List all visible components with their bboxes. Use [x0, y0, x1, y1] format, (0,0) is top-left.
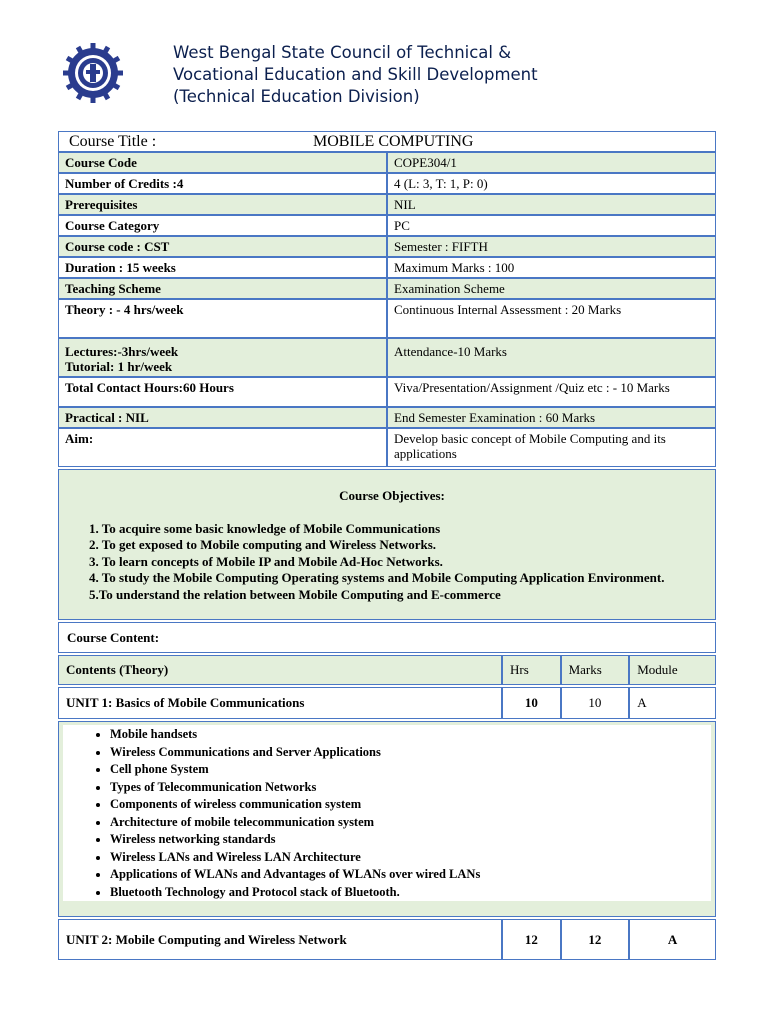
detail-row — [58, 278, 716, 299]
list-item: • Wireless LANs and Wireless LAN Architecture — [110, 849, 711, 867]
objective-item: 3. To learn concepts of Mobile IP and Mobile Ad-Hoc Networks. — [89, 553, 443, 569]
unit-hrs: 12 — [502, 919, 561, 960]
detail-row — [58, 257, 716, 278]
unit-module: A — [629, 919, 716, 960]
course-details-table — [58, 131, 716, 467]
module-header: Module — [629, 655, 716, 685]
unit-title: UNIT 2: Mobile Computing and Wireless Network — [58, 919, 502, 960]
detail-value: Maximum Marks : 100 — [387, 257, 716, 278]
detail-label: Duration : 15 weeks — [58, 257, 387, 278]
org-line-3: (Technical Education Division) — [173, 87, 420, 106]
detail-row — [58, 377, 716, 407]
detail-label: Prerequisites — [58, 194, 387, 215]
detail-label: Course Code — [58, 152, 387, 173]
objective-item: 4. To study the Mobile Computing Operating systems and Mobile Computing Application Environment. — [89, 570, 665, 585]
hrs-header: Hrs — [502, 655, 561, 685]
detail-label: Total Contact Hours:60 Hours — [58, 377, 387, 407]
course-objectives — [58, 469, 716, 620]
marks-header: Marks — [561, 655, 630, 685]
unit-marks: 10 — [561, 687, 630, 719]
list-item: • Mobile handsets — [110, 726, 711, 744]
wbscte-emblem-icon — [62, 42, 124, 104]
unit-title: UNIT 1: Basics of Mobile Communications — [58, 687, 502, 719]
detail-row — [58, 338, 716, 377]
list-item: • Cell phone System — [110, 761, 711, 779]
detail-value: End Semester Examination : 60 Marks — [387, 407, 716, 428]
detail-row — [58, 173, 716, 194]
tutorial-label: Tutorial: 1 hr/week — [65, 359, 173, 374]
topic-list — [63, 725, 711, 901]
list-item: • Components of wireless communication system — [110, 796, 711, 814]
unit-1-topics — [58, 721, 716, 917]
detail-row — [58, 299, 716, 338]
course-content-label: Course Content: — [58, 622, 716, 653]
detail-value: Develop basic concept of Mobile Computing and its applications — [387, 428, 716, 467]
objective-item: 2. To get exposed to Mobile computing and Wireless Networks. — [89, 537, 437, 552]
list-item: • Wireless networking standards — [110, 831, 711, 849]
detail-value: Viva/Presentation/Assignment /Quiz etc : - 10 Marks — [387, 377, 716, 407]
detail-value: Semester : FIFTH — [387, 236, 716, 257]
unit-1-table — [58, 687, 716, 719]
course-title-value: MOBILE COMPUTING — [313, 133, 474, 150]
lectures-label: Lectures:-3hrs/week — [65, 344, 179, 359]
course-sheet — [58, 131, 716, 960]
unit-hrs: 10 — [502, 687, 561, 719]
detail-value: 4 (L: 3, T: 1, P: 0) — [387, 173, 716, 194]
detail-value: Continuous Internal Assessment : 20 Marks — [387, 299, 716, 338]
list-item: • Wireless Communications and Server Applications — [110, 744, 711, 762]
unit-row — [58, 919, 716, 960]
detail-row — [58, 215, 716, 236]
detail-label: Course Category — [58, 215, 387, 236]
org-line-2: Vocational Education and Skill Development — [173, 65, 538, 84]
detail-row — [58, 428, 716, 467]
content-header-row — [58, 655, 716, 685]
objectives-heading: Course Objectives: — [339, 488, 445, 503]
detail-row — [58, 236, 716, 257]
detail-row — [58, 194, 716, 215]
list-item: • Architecture of mobile telecommunication system — [110, 814, 711, 832]
detail-label: Number of Credits :4 — [58, 173, 387, 194]
detail-label: Teaching Scheme — [58, 278, 387, 299]
detail-row — [58, 407, 716, 428]
organization-name — [173, 42, 538, 108]
course-title-label: Course Title : — [69, 133, 157, 150]
detail-value: COPE304/1 — [387, 152, 716, 173]
org-line-1: West Bengal State Council of Technical & — [173, 43, 512, 62]
list-item: • Types of Telecommunication Networks — [110, 779, 711, 797]
content-header-table — [58, 655, 716, 685]
contents-header: Contents (Theory) — [58, 655, 502, 685]
detail-label: Course code : CST — [58, 236, 387, 257]
detail-label: Practical : NIL — [58, 407, 387, 428]
detail-label: Theory : - 4 hrs/week — [58, 299, 387, 338]
unit-2-table — [58, 919, 716, 960]
list-item: • Bluetooth Technology and Protocol stack of Bluetooth. — [110, 884, 711, 902]
detail-row — [58, 152, 716, 173]
detail-value: Attendance-10 Marks — [387, 338, 716, 377]
detail-value: NIL — [387, 194, 716, 215]
detail-label — [58, 338, 387, 377]
detail-label: Aim: — [58, 428, 387, 467]
list-item: • Applications of WLANs and Advantages of WLANs over wired LANs — [110, 866, 711, 884]
unit-marks: 12 — [561, 919, 630, 960]
objective-item: 5.To understand the relation between Mobile Computing and E-commerce — [89, 586, 501, 602]
course-title-row — [58, 131, 716, 152]
detail-value: PC — [387, 215, 716, 236]
detail-value: Examination Scheme — [387, 278, 716, 299]
objective-item: 1. To acquire some basic knowledge of Mobile Communications — [89, 520, 441, 536]
unit-row — [58, 687, 716, 719]
unit-module: A — [629, 687, 716, 719]
